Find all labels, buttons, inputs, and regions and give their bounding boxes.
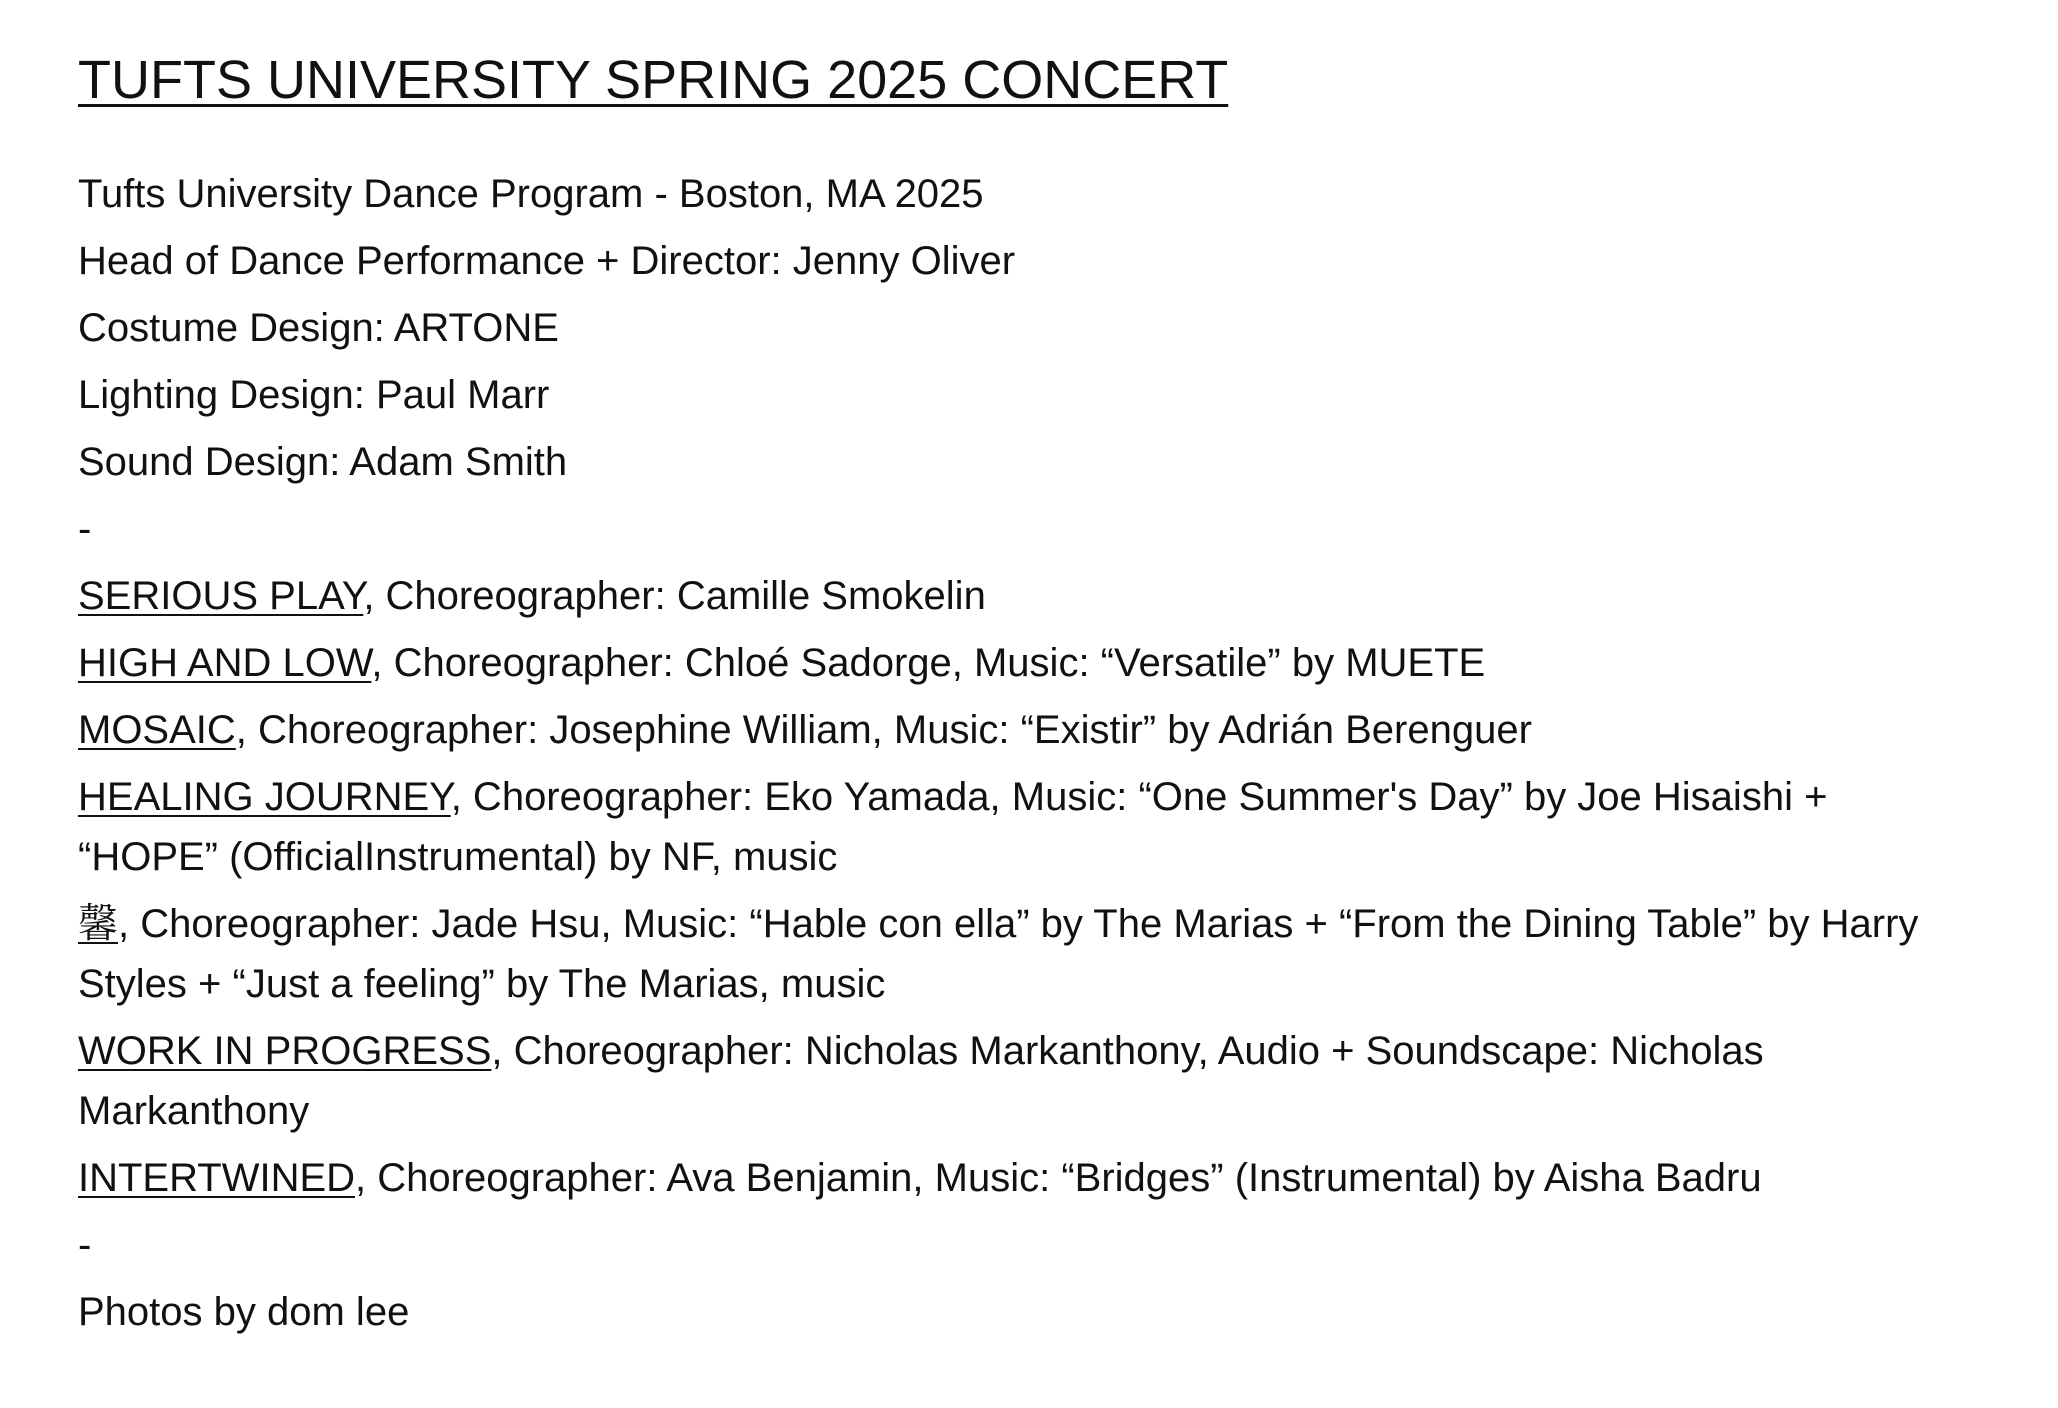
separator: - <box>78 507 92 551</box>
piece-entry <box>78 894 1958 1014</box>
credit-program: Tufts University Dance Program - Boston, MA 2025 <box>78 172 984 216</box>
piece-entry <box>78 1021 1958 1141</box>
credit-costume: Costume Design: ARTONE <box>78 306 559 350</box>
credit-sound: Sound Design: Adam Smith <box>78 440 568 484</box>
piece-entry <box>78 700 1998 760</box>
piece-details: , Choreographer: Eko Yamada, Music: “One Summer's Day” by Joe Hisaishi + “HOPE” (OfficialInstrumental) by NF, music <box>78 775 1828 879</box>
piece-title: INTERTWINED <box>78 1156 356 1200</box>
piece-entry <box>78 1148 1998 1208</box>
piece-title: HIGH AND LOW <box>78 641 372 685</box>
credit-director: Head of Dance Performance + Director: Jenny Oliver <box>78 239 1016 283</box>
piece-details: , Choreographer: Camille Smokelin <box>363 574 986 618</box>
piece-title: MOSAIC <box>78 708 236 752</box>
piece-details: , Choreographer: Ava Benjamin, Music: “Bridges” (Instrumental) by Aisha Badru <box>355 1156 1762 1200</box>
piece-details: , Choreographer: Chloé Sadorge, Music: “Versatile” by MUETE <box>371 641 1486 685</box>
piece-title: WORK IN PROGRESS <box>78 1029 492 1073</box>
piece-title: 馨 <box>78 902 118 946</box>
piece-entry <box>78 633 1998 693</box>
piece-title: HEALING JOURNEY <box>78 775 451 819</box>
page-title: TUFTS UNIVERSITY SPRING 2025 CONCERT <box>78 50 1229 110</box>
separator: - <box>78 1223 92 1267</box>
piece-title: SERIOUS PLAY <box>78 574 364 618</box>
program-page <box>78 48 1998 1349</box>
piece-details: , Choreographer: Jade Hsu, Music: “Hable con ella” by The Marias + “From the Dining Table” by Harry Styles + “Just a feeling” by The Marias, music <box>78 902 1919 1006</box>
piece-details: , Choreographer: Josephine William, Music: “Existir” by Adrián Berenguer <box>235 708 1532 752</box>
photo-credit: Photos by dom lee <box>78 1290 410 1334</box>
piece-entry <box>78 566 1998 626</box>
piece-entry <box>78 767 1958 887</box>
credit-lighting: Lighting Design: Paul Marr <box>78 373 550 417</box>
piece-details: , Choreographer: Nicholas Markanthony, Audio + Soundscape: Nicholas Markanthony <box>78 1029 1764 1133</box>
